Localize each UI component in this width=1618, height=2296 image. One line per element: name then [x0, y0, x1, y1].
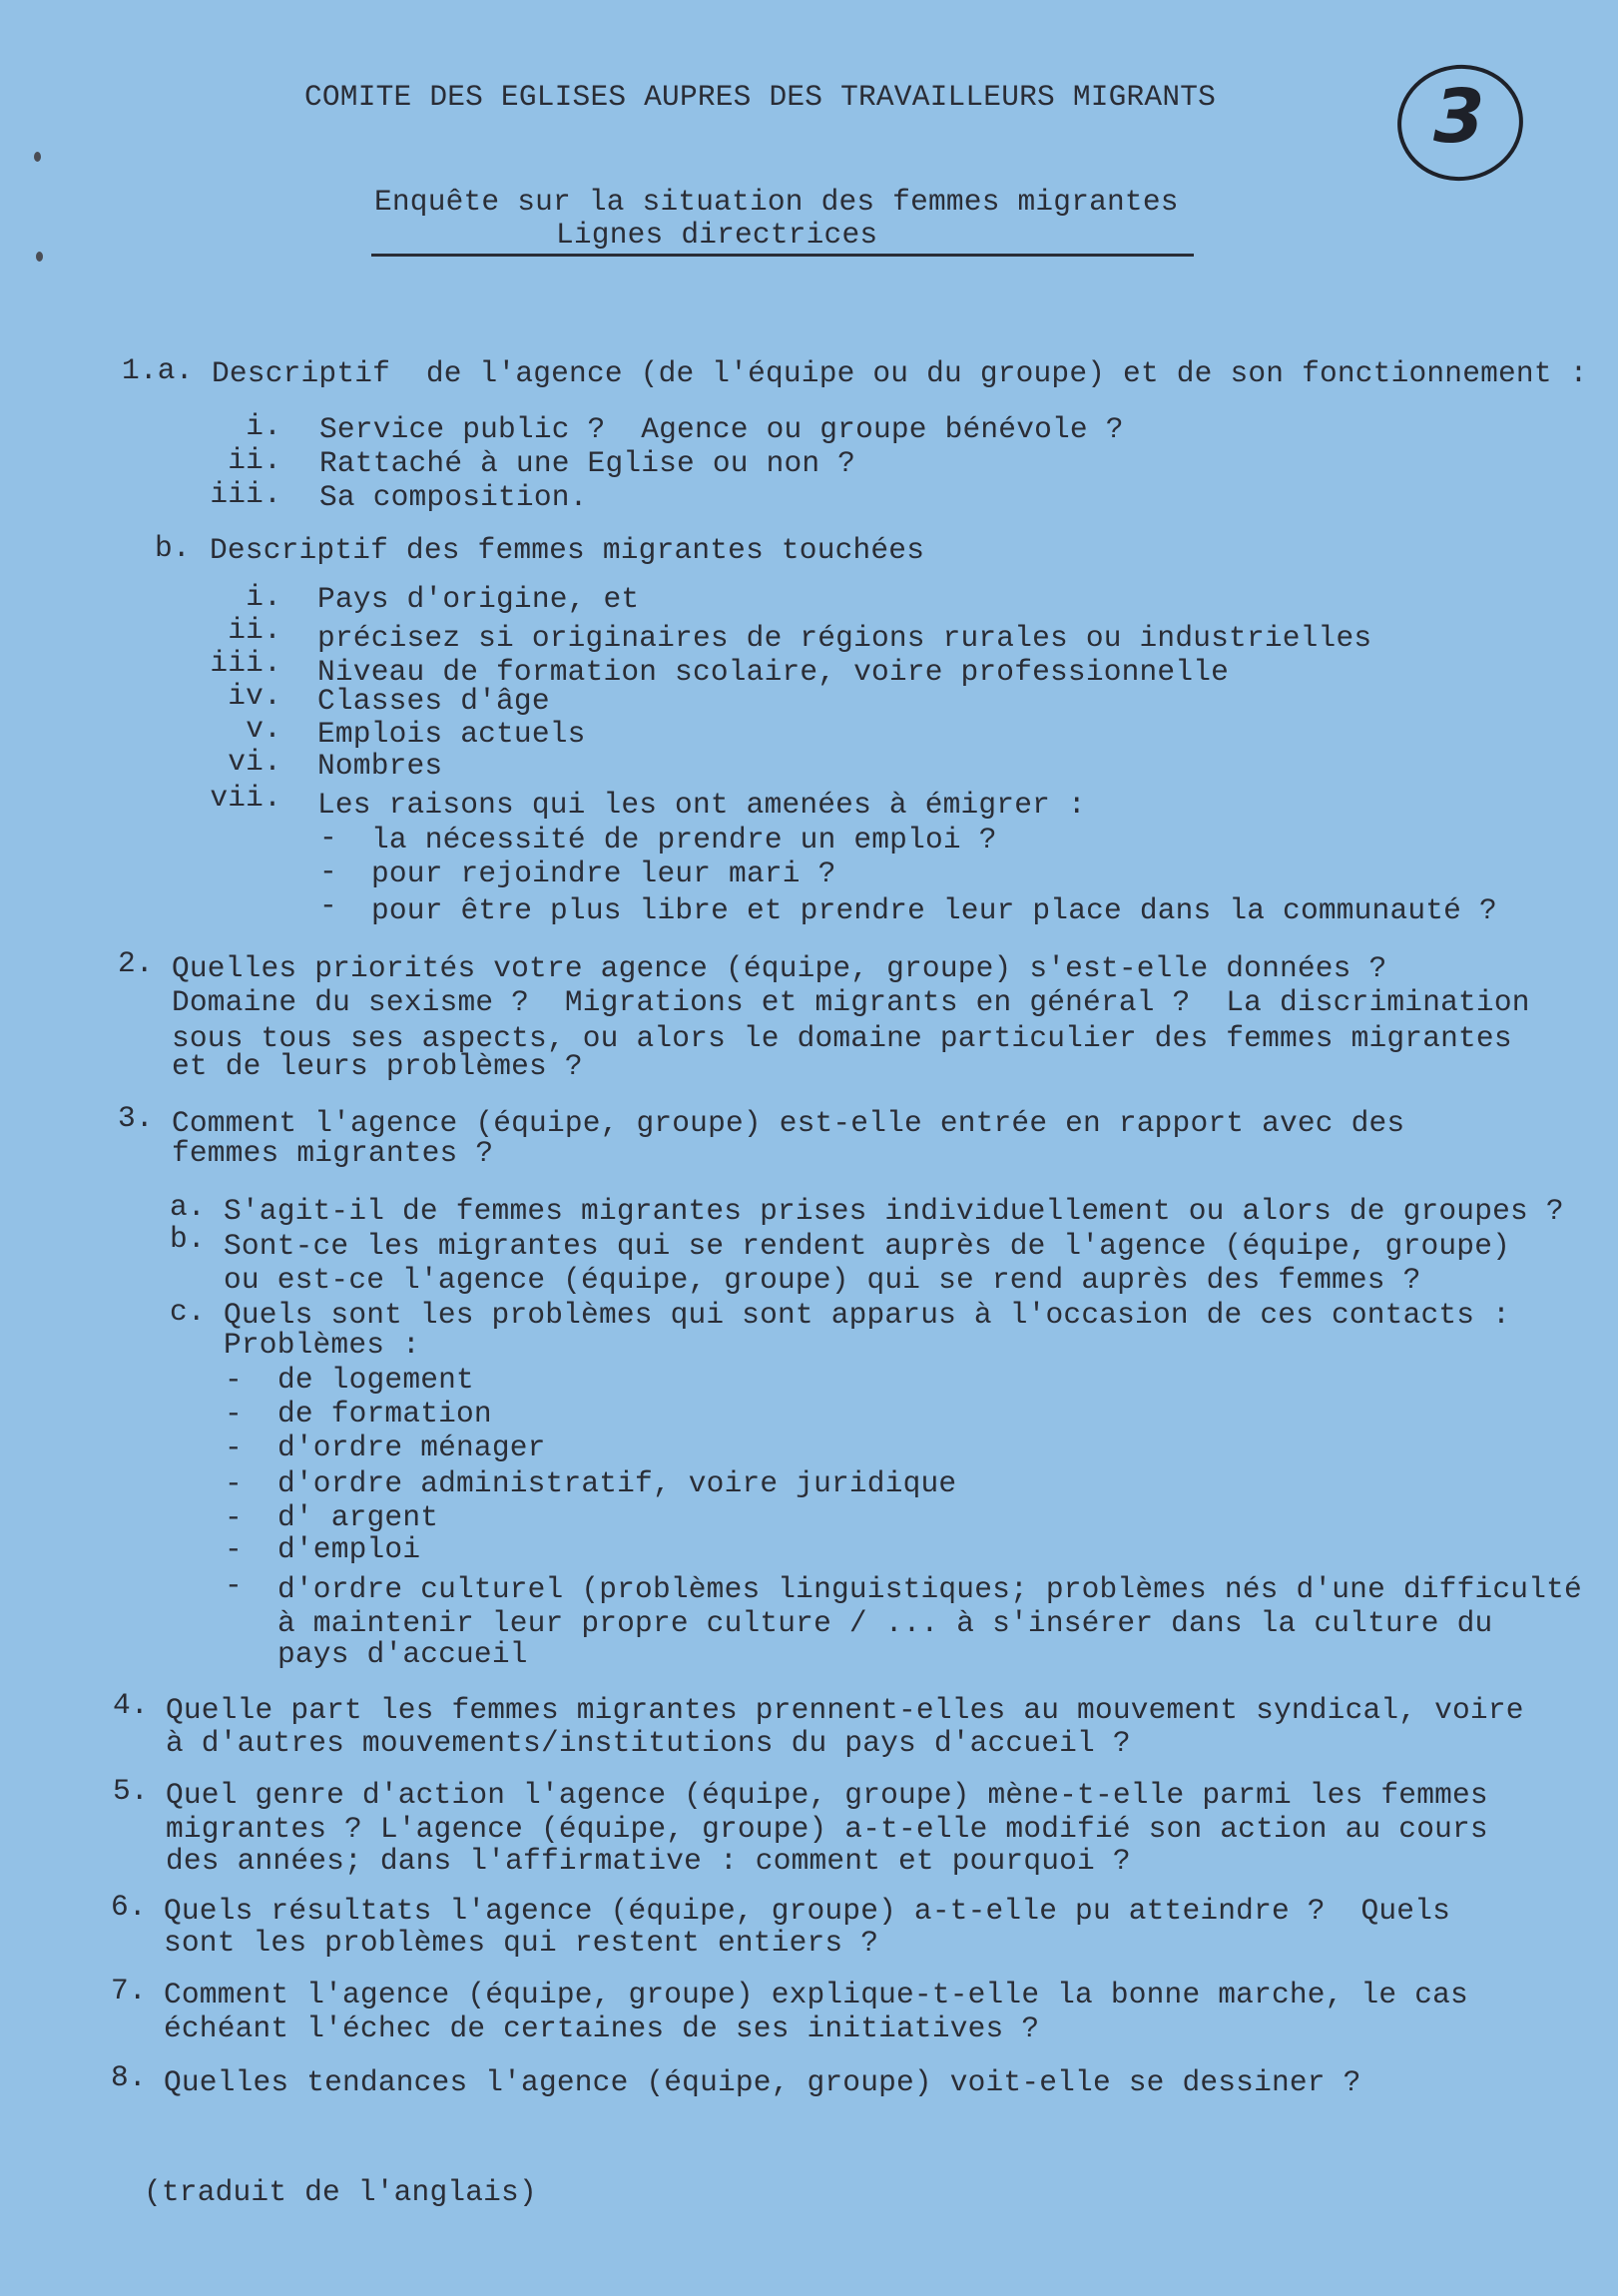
- problem-dash: -: [225, 1500, 243, 1534]
- q1b-letter: b.: [155, 531, 191, 565]
- q1b-text: Descriptif des femmes migrantes touchées: [210, 533, 925, 567]
- q1b-item-number: ii.: [228, 613, 281, 647]
- reason-text: la nécessité de prendre un emploi ?: [371, 823, 997, 857]
- q4-line: Quelle part les femmes migrantes prennent-elles au mouvement syndical, voire: [166, 1693, 1524, 1727]
- q1b-item-text: Nombres: [317, 749, 443, 783]
- q1b-item-number: iii.: [210, 646, 281, 680]
- q2-line: et de leurs problèmes ?: [172, 1049, 583, 1083]
- problem-item: de formation: [277, 1397, 492, 1431]
- q1-text: Descriptif de l'agence (de l'équipe ou du groupe) et de son fonctionnement :: [212, 356, 1588, 390]
- problem-item: d'ordre ménager: [277, 1431, 546, 1464]
- problem-item: d'emploi: [277, 1532, 421, 1566]
- q3-line: Comment l'agence (équipe, groupe) est-elle entrée en rapport avec des: [172, 1106, 1405, 1140]
- q1b-item-text: Les raisons qui les ont amenées à émigrer :: [317, 788, 1086, 822]
- q3-line: femmes migrantes ?: [172, 1136, 494, 1170]
- problem-item-continuation: à maintenir leur propre culture / ... à s'insérer dans la culture du: [277, 1606, 1493, 1640]
- q3-number: 3.: [118, 1101, 154, 1135]
- q1b-item-number: vi.: [228, 745, 281, 779]
- problem-dash: -: [225, 1466, 243, 1500]
- problem-item: de logement: [277, 1363, 474, 1397]
- reason-text: pour rejoindre leur mari ?: [371, 857, 836, 890]
- q4-number: 4.: [113, 1688, 149, 1722]
- q1b-item-text: Classes d'âge: [317, 684, 550, 718]
- q1-number: 1.a.: [122, 353, 194, 387]
- reason-dash: -: [319, 821, 337, 855]
- organization-header: COMITE DES EGLISES AUPRES DES TRAVAILLEURS MIGRANTS: [304, 80, 1217, 114]
- q2-number: 2.: [118, 946, 154, 980]
- problem-item: d'ordre administratif, voire juridique: [277, 1466, 957, 1500]
- q6-line: Quels résultats l'agence (équipe, groupe) a-t-elle pu atteindre ? Quels: [164, 1894, 1451, 1928]
- q7-line: échéant l'échec de certaines de ses initiatives ?: [164, 2011, 1040, 2045]
- q3b-letter: b.: [170, 1222, 206, 1256]
- title-underline: [371, 254, 1194, 257]
- q5-line: Quel genre d'action l'agence (équipe, groupe) mène-t-elle parmi les femmes: [166, 1778, 1488, 1812]
- q1b-item-number: v.: [246, 712, 281, 746]
- problem-dash: -: [225, 1568, 243, 1602]
- reason-text: pour être plus libre et prendre leur place dans la communauté ?: [371, 893, 1497, 927]
- q1a-item-text: Service public ? Agence ou groupe bénévole ?: [319, 412, 1124, 446]
- q3c-letter: c.: [170, 1295, 206, 1329]
- page-number: 3: [1433, 74, 1485, 160]
- q2-line: sous tous ses aspects, ou alors le domaine particulier des femmes migrantes: [172, 1021, 1512, 1055]
- q5-number: 5.: [113, 1774, 149, 1808]
- q1b-item-number: vii.: [210, 781, 281, 815]
- q1b-item-text: Pays d'origine, et: [317, 582, 640, 616]
- q5-line: des années; dans l'affirmative : comment et pourquoi ?: [166, 1844, 1131, 1878]
- q3a-letter: a.: [170, 1190, 206, 1224]
- q4-line: à d'autres mouvements/institutions du pays d'accueil ?: [166, 1726, 1131, 1760]
- q2-line: Quelles priorités votre agence (équipe, groupe) s'est-elle données ?: [172, 951, 1387, 985]
- q1a-item-text: Sa composition.: [319, 480, 588, 514]
- problem-dash: -: [225, 1363, 243, 1397]
- q8-line: Quelles tendances l'agence (équipe, groupe) voit-elle se dessiner ?: [164, 2065, 1361, 2099]
- q1a-item-number: i.: [246, 409, 281, 443]
- reason-dash: -: [319, 888, 337, 922]
- problem-item: d' argent: [277, 1500, 439, 1534]
- q5-line: migrantes ? L'agence (équipe, groupe) a-t-elle modifié son action au cours: [166, 1812, 1488, 1846]
- document-title: Enquête sur la situation des femmes migrantes: [374, 185, 1179, 219]
- q7-number: 7.: [111, 1974, 147, 2008]
- problem-item-continuation: pays d'accueil: [277, 1637, 528, 1671]
- q1b-item-number: iv.: [228, 679, 281, 713]
- q6-line: sont les problèmes qui restent entiers ?: [164, 1926, 879, 1960]
- q8-number: 8.: [111, 2060, 147, 2094]
- q6-number: 6.: [111, 1890, 147, 1924]
- q1a-item-number: ii.: [228, 443, 281, 477]
- q1b-item-text: Niveau de formation scolaire, voire professionnelle: [317, 655, 1230, 689]
- q1b-item-text: Emplois actuels: [317, 717, 586, 751]
- q3b-line: Sont-ce les migrantes qui se rendent auprès de l'agence (équipe, groupe): [224, 1229, 1511, 1263]
- q3a-text: S'agit-il de femmes migrantes prises individuellement ou alors de groupes ?: [224, 1194, 1564, 1228]
- problem-dash: -: [225, 1431, 243, 1464]
- translation-note: (traduit de l'anglais): [144, 2175, 537, 2209]
- paper-speck: [36, 252, 43, 262]
- q1a-item-number: iii.: [210, 477, 281, 511]
- problem-dash: -: [225, 1532, 243, 1566]
- q3c-line: Quels sont les problèmes qui sont apparus à l'occasion de ces contacts :: [224, 1298, 1511, 1332]
- q1b-item-text: précisez si originaires de régions rurales ou industrielles: [317, 621, 1372, 655]
- q1a-item-text: Rattaché à une Eglise ou non ?: [319, 446, 856, 480]
- q7-line: Comment l'agence (équipe, groupe) explique-t-elle la bonne marche, le cas: [164, 1978, 1468, 2011]
- paper-speck: [34, 152, 41, 162]
- q2-line: Domaine du sexisme ? Migrations et migrants en général ? La discrimination: [172, 985, 1530, 1019]
- q3c-line: Problèmes :: [224, 1328, 420, 1362]
- reason-dash: -: [319, 855, 337, 888]
- q1b-item-number: i.: [246, 580, 281, 614]
- problem-item: d'ordre culturel (problèmes linguistiques; problèmes nés d'une difficulté: [277, 1572, 1582, 1606]
- problem-dash: -: [225, 1397, 243, 1431]
- document-subtitle: Lignes directrices: [556, 218, 878, 252]
- q3b-line: ou est-ce l'agence (équipe, groupe) qui se rend auprès des femmes ?: [224, 1263, 1421, 1297]
